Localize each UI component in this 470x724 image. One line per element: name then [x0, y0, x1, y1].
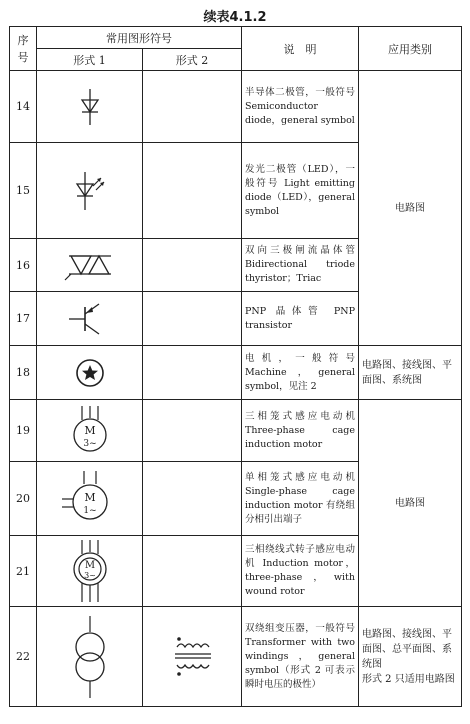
- header-symbol-group: 常用图形符号: [37, 27, 242, 49]
- motor-label: M: [83, 490, 96, 504]
- led-icon: [65, 168, 115, 214]
- three-phase-motor-symbol: [37, 400, 143, 462]
- header-description: 说 明: [242, 27, 359, 71]
- category-circuit-a: 电路图: [359, 71, 462, 346]
- transformer-circles-icon: [65, 614, 115, 700]
- table-title: 续表4.1.2: [203, 10, 267, 25]
- row-description: 双向三极闸流晶体管 Bidirectional triode thyristor；Triac: [242, 239, 359, 292]
- triac-symbol: [37, 239, 143, 292]
- form2-empty: [143, 239, 242, 292]
- row-number: 15: [10, 143, 37, 239]
- row-number: 17: [10, 292, 37, 346]
- table-row: [10, 71, 462, 143]
- diode-symbol: [37, 71, 143, 143]
- row-description: 双绕组变压器，一般符号 Transformer with two windings，general symbol（形式 2 可表示瞬时电压的极性）: [242, 607, 359, 707]
- category-row22-line1: 电路图、接线图、平面图、总平面图、系统图: [362, 628, 452, 670]
- table-row: [10, 607, 462, 707]
- diode-icon: [70, 87, 110, 127]
- motor-sublabel: 3~: [82, 438, 97, 449]
- machine-symbol: [37, 346, 143, 400]
- three-phase-motor-icon: [65, 404, 115, 458]
- row-number: 16: [10, 239, 37, 292]
- row-description: 单相笼式感应电动机 Single-phase cage induction motor 有绕组分相引出端子: [242, 462, 359, 536]
- wound-rotor-motor-symbol: [37, 536, 143, 607]
- motor-label: M: [84, 560, 95, 571]
- header-form1: 形式 1: [37, 49, 143, 71]
- row-description: 发光二极管（LED），一般符号 Light emitting diode（LED），general symbol: [242, 143, 359, 239]
- header-row-1: [10, 27, 462, 49]
- category-row22-line2: 形式 2 只适用电路图: [362, 673, 455, 685]
- row-number: 20: [10, 462, 37, 536]
- header-form2: 形式 2: [143, 49, 242, 71]
- form2-empty: [143, 71, 242, 143]
- star-circle-icon: [70, 353, 110, 393]
- row-description: 三相绕线式转子感应电动机 Induction motor，three-phase，with wound rotor: [242, 536, 359, 607]
- transformer-coils-icon: [167, 627, 217, 687]
- form2-empty: [143, 400, 242, 462]
- header-category: 应用类别: [359, 27, 462, 71]
- category-row18: 电路图、接线图、平面图、系统图: [359, 346, 462, 400]
- header-seq-bottom: 号: [17, 50, 29, 64]
- header-seq: [10, 27, 37, 71]
- wound-rotor-motor-icon: [63, 538, 117, 604]
- row-description: PNP 晶体管 PNP transistor: [242, 292, 359, 346]
- form2-empty: [143, 346, 242, 400]
- motor-sublabel: 1~: [82, 505, 97, 516]
- category-row22: [359, 607, 462, 707]
- led-symbol: [37, 143, 143, 239]
- row-number: 21: [10, 536, 37, 607]
- category-circuit-b: 电路图: [359, 400, 462, 607]
- header-seq-top: 序: [17, 33, 29, 47]
- single-phase-motor-icon: [60, 469, 120, 529]
- row-description: 电机，一般符号 Machine，general symbol，见注 2: [242, 346, 359, 400]
- table-row: [10, 400, 462, 462]
- pnp-transistor-symbol: [37, 292, 143, 346]
- form2-empty: [143, 536, 242, 607]
- row-number: 22: [10, 607, 37, 707]
- motor-sublabel: 3~: [83, 571, 96, 580]
- row-number: 19: [10, 400, 37, 462]
- row-number: 18: [10, 346, 37, 400]
- row-description: 三相笼式感应电动机 Three-phase cage induction motor: [242, 400, 359, 462]
- pnp-transistor-icon: [65, 299, 115, 339]
- transformer-form1-symbol: [37, 607, 143, 707]
- symbol-table: [9, 26, 462, 707]
- row-number: 14: [10, 71, 37, 143]
- table-row: [10, 346, 462, 400]
- motor-label: M: [83, 423, 96, 437]
- transformer-form2-symbol: [143, 607, 242, 707]
- form2-empty: [143, 292, 242, 346]
- triac-icon: [63, 248, 117, 282]
- row-description: 半导体二极管，一般符号 Semiconductor diode，general symbol: [242, 71, 359, 143]
- single-phase-motor-symbol: [37, 462, 143, 536]
- form2-empty: [143, 462, 242, 536]
- form2-empty: [143, 143, 242, 239]
